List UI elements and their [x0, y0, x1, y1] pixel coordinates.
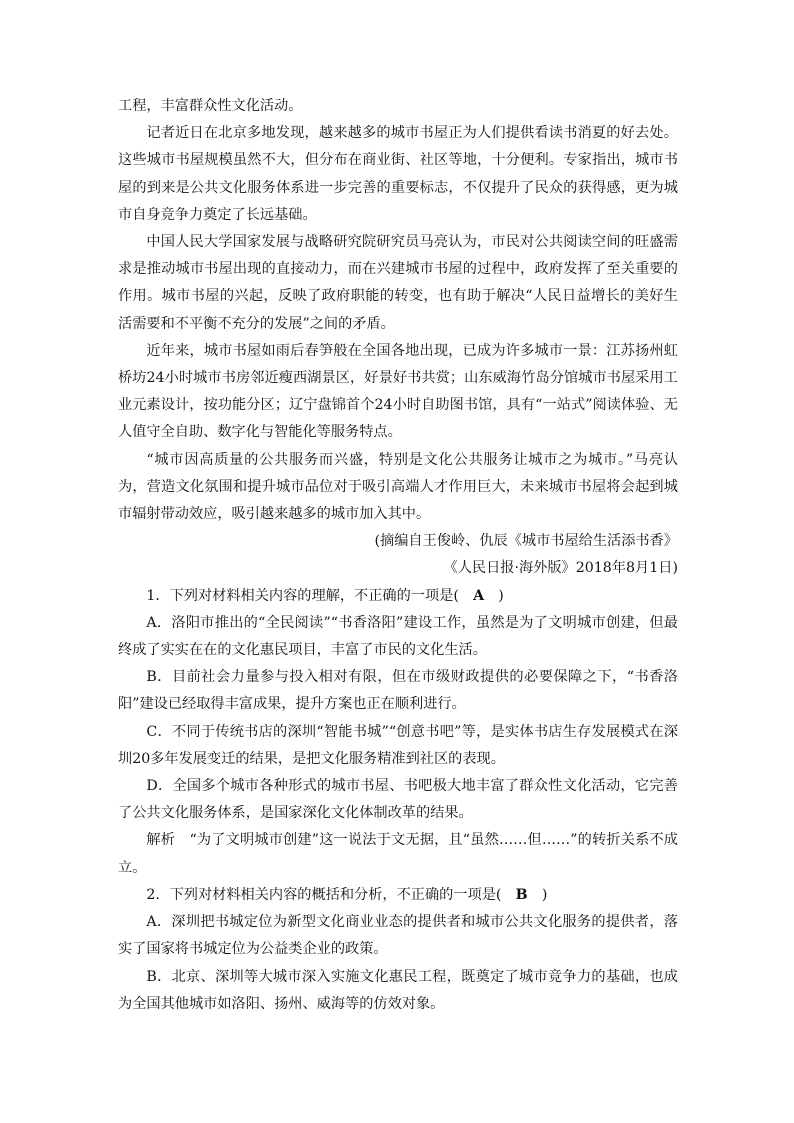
question-1-text: 1．下列对材料相关内容的理解，不正确的一项是( [146, 587, 474, 604]
question-1-option-c: C．不同于传统书店的深圳“智能书城”“创意书吧”等，是实体书店生存发展模式在深圳20多年发展变迁的结果，是把文化服务精准到社区的表现。 [118, 723, 678, 767]
question-1-option-d: D．全国多个城市各种形式的城市书屋、书吧极大地丰富了群众性文化活动，它完善了公共文化服务体系，是国家深化文化体制改革的结果。 [118, 778, 678, 822]
question-2-option-b: B．北京、深圳等大城市深入实施文化惠民工程，既奠定了城市竞争力的基础，也成为全国其他城市如洛阳、扬州、威海等的仿效对象。 [118, 968, 678, 1012]
question-1-analysis: 解析 “为了文明城市创建”这一说法于文无据，且“虽然……但……”的转折关系不成立。 [118, 832, 678, 876]
question-1-option-a: A．洛阳市推出的“全民阅读”“书香洛阳”建设工作，虽然是为了文明城市创建，但最终成了实实在在的文化惠民项目，丰富了市民的文化生活。 [118, 614, 678, 659]
question-1-stem [118, 583, 678, 610]
question-1-answer: A [473, 587, 485, 604]
article-paragraph: 中国人民大学国家发展与战略研究院研究员马亮认为，市民对公共阅读空间的旺盛需求是推动城市书屋出现的直接动力，而在兴建城市书屋的过程中，政府发挥了至关重要的作用。城市书屋的兴起，反映了政府职能的转变，也有助于解决“人民日益增长的美好生活需要和不平衡不充分的发展”之间的矛盾。 [118, 234, 678, 332]
article-paragraph: 近年来，城市书屋如雨后春笋般在全国各地出现，已成为许多城市一景：江苏扬州虹桥坊24小时城市书房邻近瘦西湖景区，好景好书共赏；山东威海竹岛分馆城市书屋采用工业元素设计，按功能分区；辽宁盘锦首个24小时自助图书馆，具有“一站式”阅读体验、无人值守全自助、数字化与智能化等服务特点。 [118, 342, 678, 441]
question-2-text-end: ) [527, 886, 548, 903]
question-1-text-end: ) [484, 587, 504, 604]
source-citation: 《人民日报·海外版》2018年8月1日) [443, 560, 678, 577]
article-paragraph: 工程，丰富群众性文化活动。 [118, 98, 303, 114]
question-1-option-b: B．目前社会力量参与投入相对有限，但在市级财政提供的必要保障之下，“书香洛阳”建设已经取得丰富成果，提升方案也正在顺利进行。 [118, 669, 678, 713]
source-citation: (摘编自王俊岭、仇辰《城市书屋给生活添书香》 [374, 533, 678, 550]
question-2-text: 2．下列对材料相关内容的概括和分析，不正确的一项是( [146, 886, 516, 903]
document-page [118, 93, 678, 1018]
article-paragraph: 记者近日在北京多地发现，越来越多的城市书屋正为人们提供看读书消夏的好去处。这些城市书屋规模虽然不大，但分布在商业街、社区等地，十分便利。专家指出，城市书屋的到来是公共文化服务体系进一步完善的重要标志，不仅提升了民众的获得感，更为城市自身竞争力奠定了长远基础。 [118, 125, 678, 223]
question-2-stem [118, 882, 678, 909]
article-paragraph: “城市因高质量的公共服务而兴盛，特别是文化公共服务让城市之为城市。”马亮认为，营造文化氛围和提升城市品位对于吸引高端人才作用巨大，未来城市书屋将会起到城市辐射带动效应，吸引越来越多的城市加入其中。 [118, 451, 678, 523]
question-2-answer: B [515, 886, 528, 903]
question-2-option-a: A．深圳把书城定位为新型文化商业业态的提供者和城市公共文化服务的提供者，落实了国家将书城定位为公益类企业的政策。 [118, 914, 678, 958]
